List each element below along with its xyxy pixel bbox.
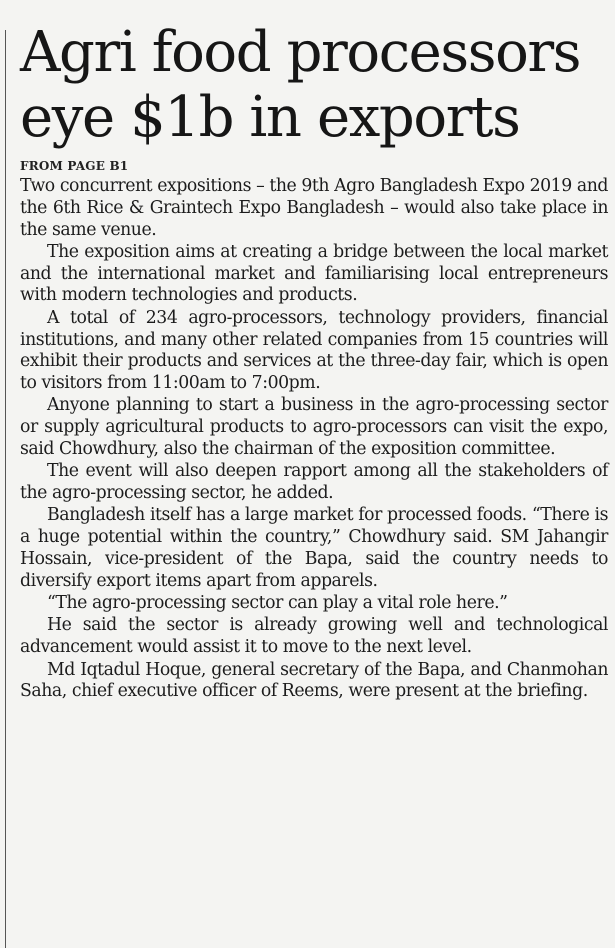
body-paragraph-3: A total of 234 agro-processors, technology providers, financial institutions, and many other related companies from 15 countries will exhibit their products and services at the three-day fair, which is open to visitors from 11:00am to 7:00pm. [20, 307, 608, 394]
body-paragraph-6: Bangladesh itself has a large market for processed foods. “There is a huge potential within the country,” Chowdhury said. SM Jahangir Hossain, vice-president of the Bapa, said the country needs to diversify export items apart from apparels. [20, 505, 608, 591]
jump-line: FROM PAGE B1 [20, 159, 129, 173]
headline-line-2: eye $1b in exports [20, 85, 520, 150]
article-headline [20, 20, 615, 150]
body-paragraph-4: Anyone planning to start a business in the agro-processing sector or supply agricultural products to agro-processors can visit the expo, said Chowdhury, also the chairman of the exposition committee. [20, 395, 608, 460]
body-paragraph-1: Two concurrent expositions – the 9th Agro Bangladesh Expo 2019 and the 6th Rice & Graintech Expo Bangladesh – would also take place in the same venue. [20, 176, 608, 240]
body-paragraph-9: Md Iqtadul Hoque, general secretary of the Bapa, and Chanmohan Saha, chief executive officer of Reems, were present at the briefing. [20, 659, 608, 702]
body-paragraph-7: “The agro-processing sector can play a vital role here.” [47, 593, 508, 614]
column-rule [5, 30, 6, 948]
body-paragraph-5: The event will also deepen rapport among all the stakeholders of the agro-processing sector, he added. [20, 461, 608, 504]
body-paragraph-8: He said the sector is already growing well and technological advancement would assist it to move to the next level. [20, 615, 608, 658]
article-body [20, 176, 608, 704]
body-paragraph-2: The exposition aims at creating a bridge between the local market and the international market and familiarising local entrepreneurs with modern technologies and products. [20, 241, 608, 306]
headline-line-1: Agri food processors [20, 20, 581, 85]
